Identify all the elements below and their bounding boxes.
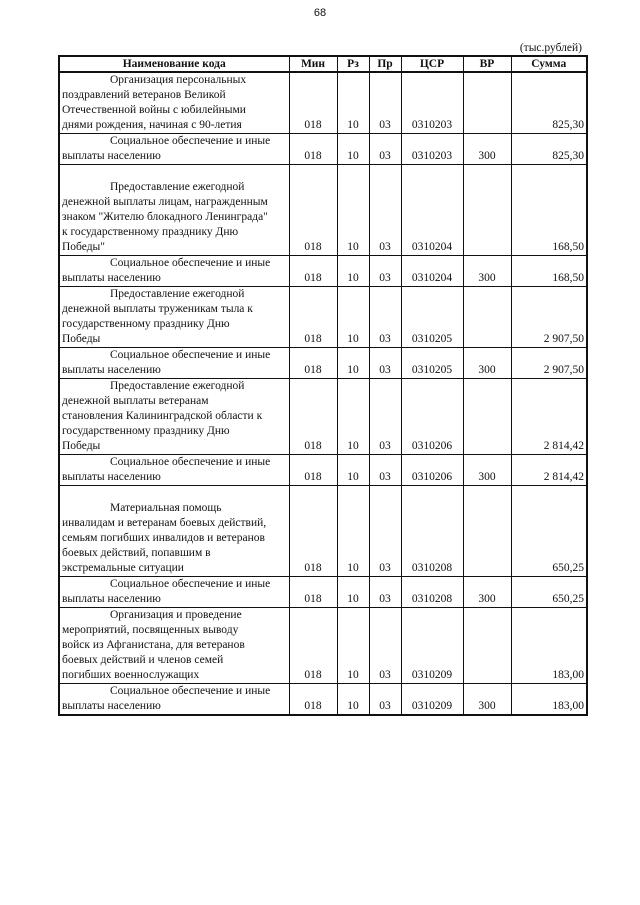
cell-min: 018 — [289, 134, 337, 165]
cell-min: 018 — [289, 455, 337, 486]
name-line: Предоставление ежегодной — [110, 380, 245, 392]
cell-min: 018 — [289, 486, 337, 577]
page-number: 68 — [313, 7, 327, 19]
cell-csr: 0310204 — [401, 256, 463, 287]
cell-rz: 10 — [337, 165, 369, 256]
name-line: боевых действий, попавшим в — [62, 547, 211, 559]
cell-rz: 10 — [337, 379, 369, 455]
cell-sum: 168,50 — [511, 165, 587, 256]
name-line: становления Калининградской области к — [62, 410, 263, 422]
cell-csr: 0310205 — [401, 348, 463, 379]
cell-vr — [463, 287, 511, 348]
cell-vr — [463, 608, 511, 684]
cell-name — [59, 577, 289, 608]
cell-min: 018 — [289, 577, 337, 608]
cell-vr — [463, 165, 511, 256]
cell-pr: 03 — [369, 72, 401, 134]
header-sum: Сумма — [511, 56, 587, 72]
cell-rz: 10 — [337, 287, 369, 348]
name-line: выплаты населению — [62, 364, 161, 376]
table-row — [59, 72, 587, 134]
header-name: Наименование кода — [59, 56, 289, 72]
name-line: Социальное обеспечение и иные — [110, 578, 271, 590]
cell-vr: 300 — [463, 348, 511, 379]
name-line: Социальное обеспечение и иные — [110, 257, 271, 269]
table-row — [59, 379, 587, 455]
cell-sum: 168,50 — [511, 256, 587, 287]
cell-min: 018 — [289, 165, 337, 256]
table-row — [59, 256, 587, 287]
cell-pr: 03 — [369, 165, 401, 256]
name-line: денежной выплаты лицам, награжденным — [62, 196, 268, 208]
cell-min: 018 — [289, 72, 337, 134]
name-line: семьям погибших инвалидов и ветеранов — [62, 532, 265, 544]
cell-sum: 2 814,42 — [511, 379, 587, 455]
cell-rz: 10 — [337, 577, 369, 608]
cell-csr: 0310204 — [401, 165, 463, 256]
cell-rz: 10 — [337, 455, 369, 486]
cell-min: 018 — [289, 256, 337, 287]
name-line: выплаты населению — [62, 593, 161, 605]
cell-name — [59, 256, 289, 287]
name-line: погибших военнослужащих — [62, 669, 200, 681]
cell-pr: 03 — [369, 256, 401, 287]
cell-rz: 10 — [337, 134, 369, 165]
cell-sum: 650,25 — [511, 577, 587, 608]
table-header-row — [59, 56, 587, 72]
name-line: знаком "Жителю блокадного Ленинграда" — [62, 211, 268, 223]
budget-table — [58, 55, 588, 716]
cell-rz: 10 — [337, 486, 369, 577]
table-row — [59, 486, 587, 577]
cell-min: 018 — [289, 348, 337, 379]
cell-pr: 03 — [369, 134, 401, 165]
name-line: выплаты населению — [62, 700, 161, 712]
name-line: инвалидам и ветеранам боевых действий, — [62, 517, 267, 529]
cell-sum: 183,00 — [511, 608, 587, 684]
name-line: Предоставление ежегодной — [110, 181, 245, 193]
name-line: боевых действий и членов семей — [62, 654, 224, 666]
cell-sum: 2 814,42 — [511, 455, 587, 486]
name-line: государственному празднику Дню — [62, 425, 230, 437]
header-vr: ВР — [463, 56, 511, 72]
cell-vr: 300 — [463, 684, 511, 716]
name-line: мероприятий, посвященных выводу — [62, 624, 239, 636]
name-line: денежной выплаты ветеранам — [62, 395, 209, 407]
cell-sum: 825,30 — [511, 134, 587, 165]
cell-rz: 10 — [337, 608, 369, 684]
cell-name — [59, 608, 289, 684]
table-row — [59, 455, 587, 486]
name-line: государственному празднику Дню — [62, 318, 230, 330]
table-row — [59, 287, 587, 348]
cell-sum: 2 907,50 — [511, 348, 587, 379]
cell-csr: 0310206 — [401, 455, 463, 486]
cell-sum: 183,00 — [511, 684, 587, 716]
cell-pr: 03 — [369, 486, 401, 577]
cell-rz: 10 — [337, 256, 369, 287]
cell-name — [59, 134, 289, 165]
cell-min: 018 — [289, 287, 337, 348]
cell-rz: 10 — [337, 348, 369, 379]
cell-name — [59, 165, 289, 256]
cell-csr: 0310203 — [401, 72, 463, 134]
name-line: Победы — [62, 333, 101, 345]
name-line: поздравлений ветеранов Великой — [62, 89, 226, 101]
cell-sum: 650,25 — [511, 486, 587, 577]
name-line: Социальное обеспечение и иные — [110, 349, 271, 361]
cell-vr: 300 — [463, 455, 511, 486]
name-line: днями рождения, начиная с 90-летия — [62, 119, 242, 131]
header-min: Мин — [289, 56, 337, 72]
name-line: выплаты населению — [62, 150, 161, 162]
name-line: Организация и проведение — [110, 609, 242, 621]
units-note: (тыс.рублей) — [519, 42, 582, 54]
name-line: Материальная помощь — [110, 502, 222, 514]
cell-name — [59, 287, 289, 348]
cell-min: 018 — [289, 379, 337, 455]
cell-name — [59, 455, 289, 486]
cell-pr: 03 — [369, 379, 401, 455]
table-row — [59, 134, 587, 165]
name-line: выплаты населению — [62, 471, 161, 483]
header-csr: ЦСР — [401, 56, 463, 72]
cell-name — [59, 379, 289, 455]
cell-sum: 2 907,50 — [511, 287, 587, 348]
table-row — [59, 608, 587, 684]
cell-vr: 300 — [463, 256, 511, 287]
name-line: Социальное обеспечение и иные — [110, 685, 271, 697]
cell-pr: 03 — [369, 608, 401, 684]
name-line: выплаты населению — [62, 272, 161, 284]
cell-csr: 0310208 — [401, 577, 463, 608]
name-line: Организация персональных — [110, 74, 247, 86]
cell-vr — [463, 486, 511, 577]
cell-rz: 10 — [337, 684, 369, 716]
cell-vr — [463, 379, 511, 455]
cell-pr: 03 — [369, 348, 401, 379]
cell-pr: 03 — [369, 287, 401, 348]
cell-rz: 10 — [337, 72, 369, 134]
cell-name — [59, 684, 289, 716]
cell-csr: 0310205 — [401, 287, 463, 348]
name-line: Социальное обеспечение и иные — [110, 456, 271, 468]
name-line: денежной выплаты труженикам тыла к — [62, 303, 253, 315]
table-row — [59, 577, 587, 608]
header-pr: Пр — [369, 56, 401, 72]
table-row — [59, 684, 587, 716]
cell-csr: 0310206 — [401, 379, 463, 455]
name-line: к государственному празднику Дню — [62, 226, 239, 238]
cell-csr: 0310209 — [401, 684, 463, 716]
cell-vr: 300 — [463, 134, 511, 165]
name-line: Предоставление ежегодной — [110, 288, 245, 300]
cell-name — [59, 486, 289, 577]
name-line: Победы — [62, 440, 101, 452]
table-body — [59, 72, 587, 715]
cell-min: 018 — [289, 608, 337, 684]
cell-name — [59, 72, 289, 134]
cell-csr: 0310203 — [401, 134, 463, 165]
cell-vr: 300 — [463, 577, 511, 608]
cell-pr: 03 — [369, 455, 401, 486]
name-line: Победы" — [62, 241, 105, 253]
name-line: Социальное обеспечение и иные — [110, 135, 271, 147]
cell-name — [59, 348, 289, 379]
name-line: Отечественной войны с юбилейными — [62, 104, 246, 116]
cell-pr: 03 — [369, 577, 401, 608]
name-line: экстремальные ситуации — [62, 562, 184, 574]
cell-sum: 825,30 — [511, 72, 587, 134]
table-row — [59, 165, 587, 256]
cell-vr — [463, 72, 511, 134]
cell-csr: 0310209 — [401, 608, 463, 684]
header-rz: Рз — [337, 56, 369, 72]
cell-csr: 0310208 — [401, 486, 463, 577]
cell-pr: 03 — [369, 684, 401, 716]
name-line: войск из Афганистана, для ветеранов — [62, 639, 245, 651]
cell-min: 018 — [289, 684, 337, 716]
table-row — [59, 348, 587, 379]
